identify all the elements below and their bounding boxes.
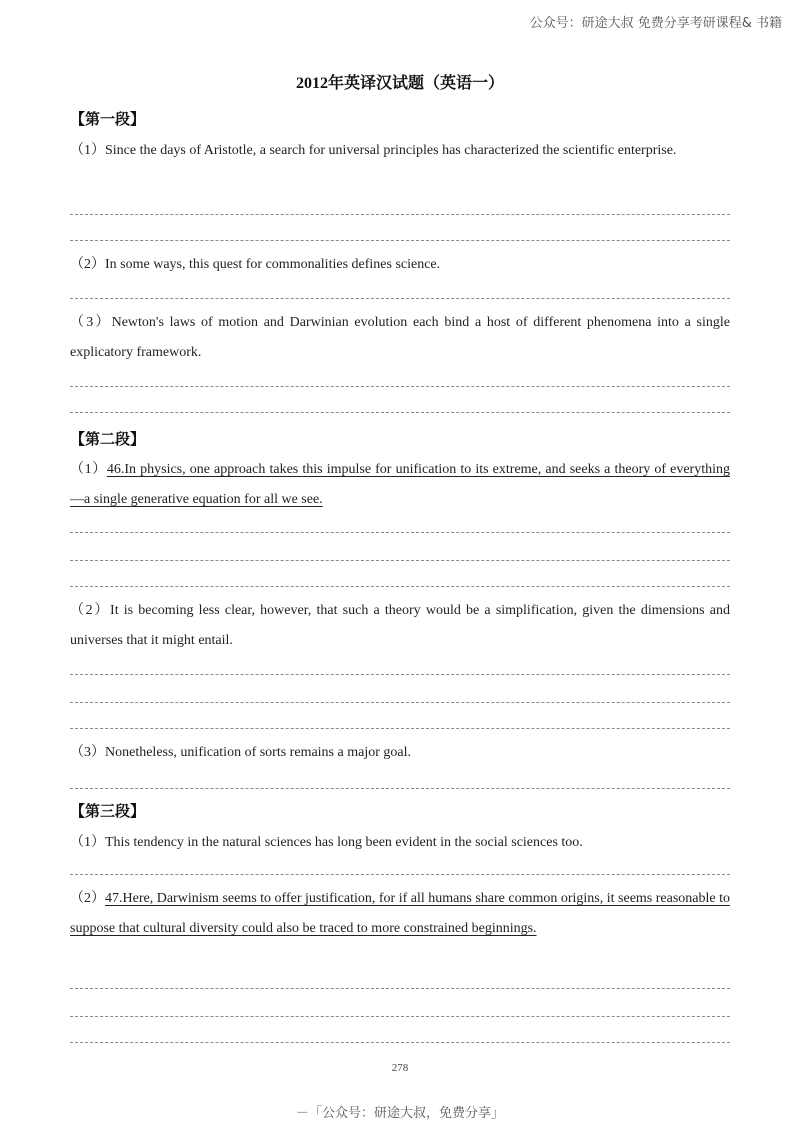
sentence-text: Since the days of Aristotle, a search for universal principles has characterized the scientific enterprise. xyxy=(105,143,677,158)
sentence-2-3 xyxy=(70,738,730,768)
section-heading-3: 【第三段】 xyxy=(70,802,146,820)
sentence-number: （3） xyxy=(70,745,105,760)
page-number: 278 xyxy=(391,1062,409,1074)
footer-watermark: －「公众号：研途大叔，免费分享」 xyxy=(295,1106,504,1121)
answer-line xyxy=(70,1016,730,1017)
answer-line xyxy=(70,874,730,875)
answer-line xyxy=(70,240,730,241)
sentence-text: In some ways, this quest for commonalities defines science. xyxy=(105,257,441,272)
sentence-number: （2） xyxy=(70,257,105,272)
section-heading-1: 【第一段】 xyxy=(70,110,146,128)
sentence-2-2 xyxy=(70,596,730,656)
sentence-number: （1） xyxy=(70,462,107,477)
answer-line xyxy=(70,788,730,789)
sentence-1-3 xyxy=(70,308,730,368)
answer-line xyxy=(70,214,730,215)
sentence-3-2 xyxy=(70,884,730,944)
answer-line xyxy=(70,560,730,561)
header-watermark: 公众号：研途大叔 免费分享考研课程& 书籍 xyxy=(529,16,782,31)
answer-line xyxy=(70,728,730,729)
sentence-text: This tendency in the natural sciences has long been evident in the social sciences too. xyxy=(105,835,583,850)
section-heading-2: 【第二段】 xyxy=(70,430,146,448)
sentence-text: Nonetheless, unification of sorts remains a major goal. xyxy=(105,745,411,760)
answer-line xyxy=(70,1042,730,1043)
sentence-number: （3） xyxy=(70,315,112,330)
sentence-number: （2） xyxy=(70,603,111,618)
answer-line xyxy=(70,674,730,675)
answer-line xyxy=(70,988,730,989)
answer-line xyxy=(70,532,730,533)
sentence-number: （1） xyxy=(70,835,105,850)
sentence-text-underlined: 46.In physics, one approach takes this impulse for unification to its extreme, and seeks a theory of everything—a single generative equation for all we see. xyxy=(70,462,730,507)
sentence-text: Newton's laws of motion and Darwinian evolution each bind a host of different phenomena into a single explicatory framework. xyxy=(70,315,730,360)
sentence-number: （2） xyxy=(70,891,106,906)
sentence-text-underlined: 47.Here, Darwinism seems to offer justification, for if all humans share common origins, it seems reasonable to suppose that cultural diversity could also be traced to more constrained beginnings. xyxy=(70,891,731,936)
answer-line xyxy=(70,586,730,587)
answer-line xyxy=(70,298,730,299)
answer-line xyxy=(70,702,730,703)
sentence-2-1 xyxy=(70,455,730,515)
answer-line xyxy=(70,412,730,413)
sentence-text: It is becoming less clear, however, that such a theory would be a simplification, given the dimensions and universes that it might entail. xyxy=(70,603,730,648)
sentence-1-1 xyxy=(70,136,730,166)
sentence-1-2 xyxy=(70,250,730,280)
sentence-3-1 xyxy=(70,828,730,858)
document-title: 2012年英译汉试题（英语一） xyxy=(295,75,504,92)
answer-line xyxy=(70,386,730,387)
sentence-number: （1） xyxy=(70,143,105,158)
